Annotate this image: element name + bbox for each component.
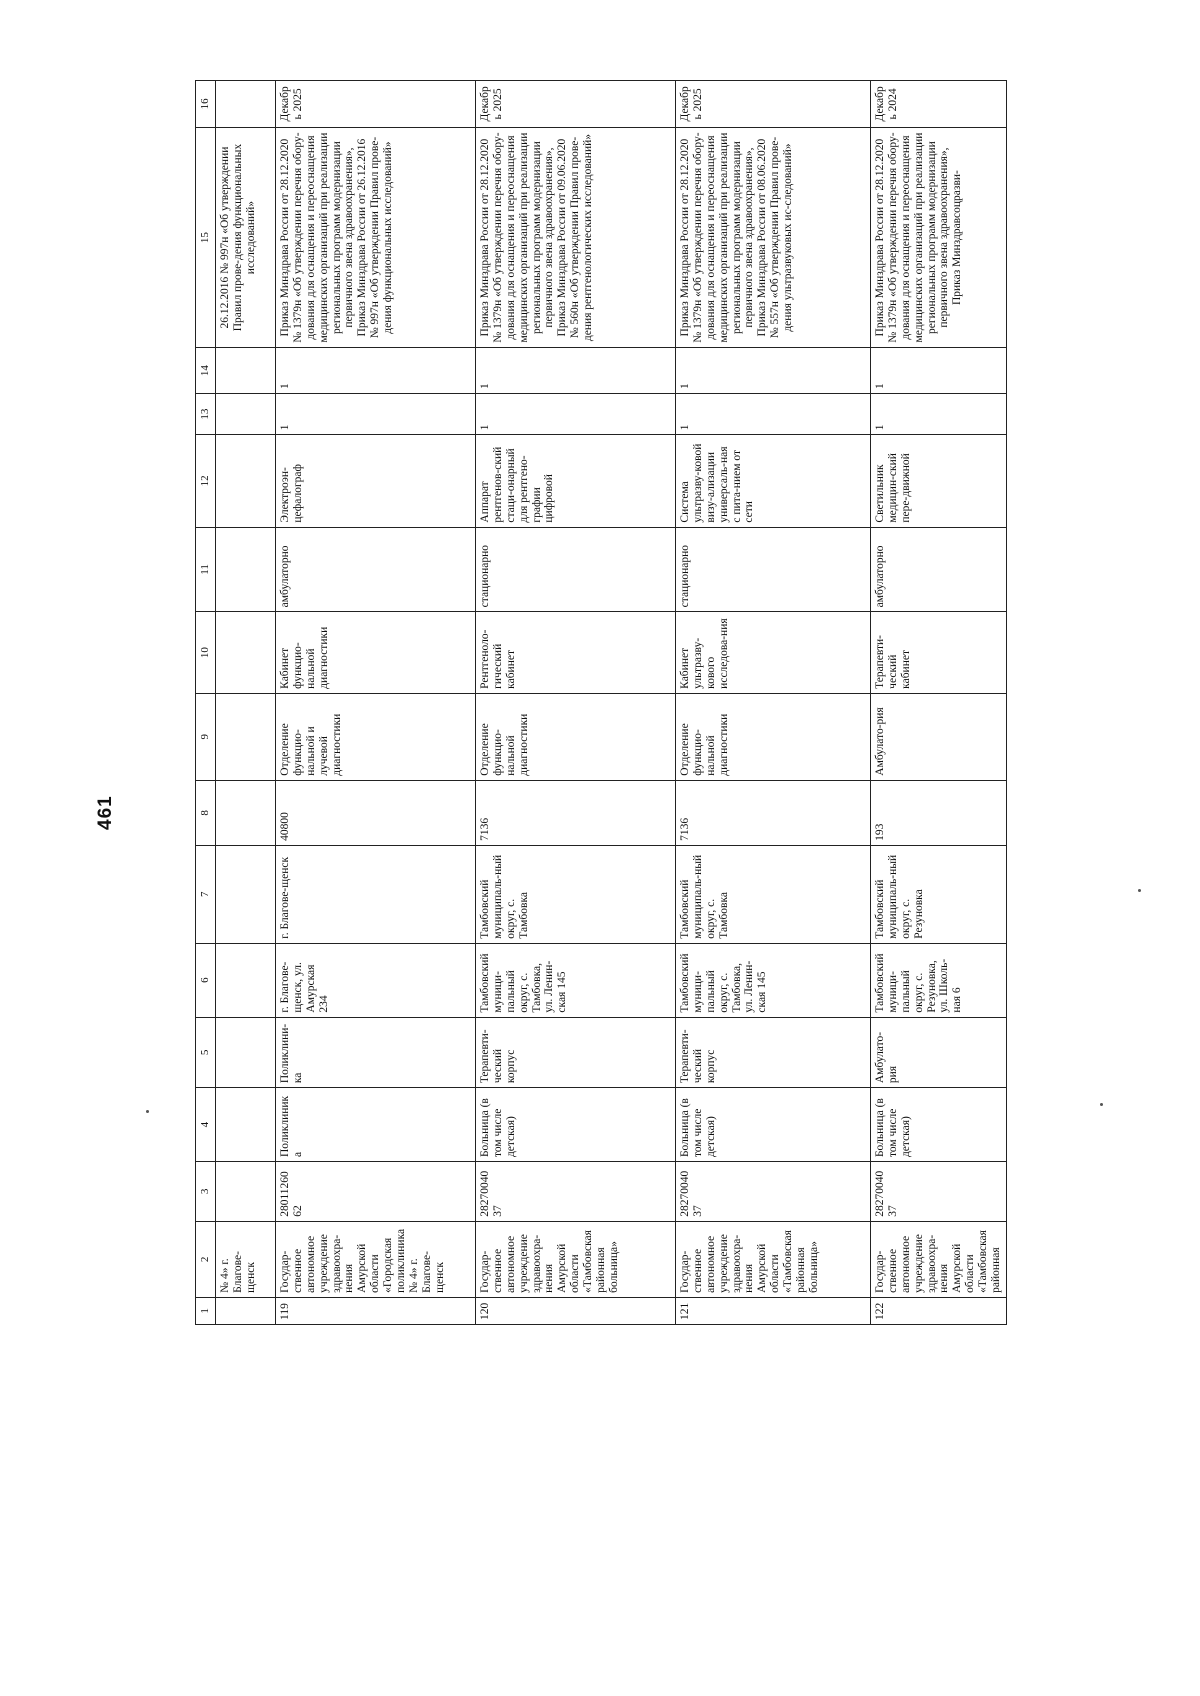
col-num: 1 xyxy=(196,1297,216,1324)
cell-inn: 2801126062 xyxy=(276,1162,476,1222)
empty-cell xyxy=(216,943,276,1017)
cell-deadline xyxy=(216,81,276,128)
cell-inn: 2827004037 xyxy=(476,1162,676,1222)
cell-num: 119 xyxy=(276,1297,476,1324)
cell-department: Отделение функцио-нальной и лучевой диагностики xyxy=(276,693,476,780)
continuation-row xyxy=(216,81,276,1325)
cell-locality: Тамбовский муниципаль-ный округ, с. Тамбовка xyxy=(676,845,871,943)
col-num: 4 xyxy=(196,1088,216,1162)
table-row xyxy=(871,81,1007,1325)
col-num: 11 xyxy=(196,527,216,612)
empty-cell xyxy=(216,348,276,394)
cell-equipment: Система ультразву-ковой визу-ализации универсаль-ная с пита-нием от сети xyxy=(676,435,871,527)
cell-legal-basis: Приказ Минздрава России от 28.12.2020 № 1379н «Об утверждении перечня обору-дования для оснащения и переоснащения медицинских организаций при реализации региональных программ модернизации первичного звена здравоохранения», Приказ Минздрава России от 08.06.2020 № 557н «Об утверждении Правил прове-дения ультразвуковых ис-следований» xyxy=(676,127,871,348)
cell-building: Поликлини-ка xyxy=(276,1017,476,1088)
empty-cell xyxy=(216,693,276,780)
cell-organization: Государ-ственное автономное учреждение здравоохра-нения Амурской области «Тамбовская районная больница» xyxy=(476,1221,676,1297)
cell-department: Отделение функцио-нальной диагностики xyxy=(676,693,871,780)
empty-cell xyxy=(216,845,276,943)
col-num: 14 xyxy=(196,348,216,394)
rotated-registry-sheet xyxy=(195,80,1002,1325)
cell-department: Отделение функцио-нальной диагностики xyxy=(476,693,676,780)
cell-room: Кабинет функцио-нальной диагностики xyxy=(276,612,476,693)
cell-address: Тамбовский муници-пальный округ, с. Тамбовка, ул. Ленин-ская 145 xyxy=(476,943,676,1017)
cell-room: Кабинет ультразву-кового исследова-ния xyxy=(676,612,871,693)
cell-qty-required: 1 xyxy=(676,393,871,434)
page-number: 461 xyxy=(95,795,116,830)
cell-organization: Государ-ственное автономное учреждение здравоохра-нения Амурской области «Городская поликлиника № 4» г. Благове-щенск xyxy=(276,1221,476,1297)
cell-type: Больница (в том числе детская) xyxy=(676,1088,871,1162)
cell-department: Амбулато-рия xyxy=(871,693,1007,780)
cell-population: 7136 xyxy=(476,780,676,845)
cell-care-form: амбулаторно xyxy=(871,527,1007,612)
cell-address: Тамбовский муници-пальный округ, с. Резуновка, ул. Школь-ная 6 xyxy=(871,943,1007,1017)
cell-type: Больница (в том числе детская) xyxy=(871,1088,1007,1162)
col-num: 2 xyxy=(196,1221,216,1297)
cell-address: Тамбовский муници-пальный округ, с. Тамбовка, ул. Ленин-ская 145 xyxy=(676,943,871,1017)
col-num: 8 xyxy=(196,780,216,845)
cell-deadline: Декабрь 2025 xyxy=(476,81,676,128)
col-num: 10 xyxy=(196,612,216,693)
cell-care-form: стационарно xyxy=(676,527,871,612)
col-num: 16 xyxy=(196,81,216,128)
cell-organization: Государ-ственное автономное учреждение здравоохра-нения Амурской области «Тамбовская районная xyxy=(871,1221,1007,1297)
cell-deadline: Декабрь 2025 xyxy=(276,81,476,128)
scan-speck xyxy=(1138,889,1141,892)
col-num: 9 xyxy=(196,693,216,780)
cell-qty-required: 1 xyxy=(276,393,476,434)
cell-qty-required: 1 xyxy=(476,393,676,434)
cell-num: 121 xyxy=(676,1297,871,1324)
cell-room: Терапевти-ческий кабинет xyxy=(871,612,1007,693)
table-row xyxy=(276,81,476,1325)
cell-care-form: амбулаторно xyxy=(276,527,476,612)
cell-qty-planned: 1 xyxy=(871,348,1007,394)
cell-locality: Тамбовский муниципаль-ный округ, с. Тамбовка xyxy=(476,845,676,943)
registry-table xyxy=(195,80,1007,1325)
scan-speck xyxy=(1100,1103,1103,1106)
cell-address: г. Благове-щенск, ул. Амурская 234 xyxy=(276,943,476,1017)
cell-type: Больница (в том числе детская) xyxy=(476,1088,676,1162)
cell-equipment: Аппарат рентгенов-ский стаци-онарный для рентгено-графии цифровой xyxy=(476,435,676,527)
cell-legal-basis: Приказ Минздрава России от 28.12.2020 № 1379н «Об утверждении перечня обору-дования для оснащения и переоснащения медицинских организаций при реализации региональных программ модернизации первичного звена здравоохранения», Приказ Минздравсоцразви- xyxy=(871,127,1007,348)
col-num: 15 xyxy=(196,127,216,348)
cell-qty-required: 1 xyxy=(871,393,1007,434)
cell-locality: г. Благове-щенск xyxy=(276,845,476,943)
empty-cell xyxy=(216,1017,276,1088)
cell-organization: № 4» г. Благове-щенск xyxy=(216,1221,276,1297)
cell-building: Амбулато-рия xyxy=(871,1017,1007,1088)
cell-legal-basis: Приказ Минздрава России от 28.12.2020 № 1379н «Об утверждении перечня обору-дования для оснащения и переоснащения медицинских организаций при реализации региональных программ модернизации первичного звена здравоохранения», Приказ Минздрава России от 09.06.2020 № 560н «Об утверждении Правил прове-дения рентгенологических исследований» xyxy=(476,127,676,348)
cell-building: Терапевти-ческий корпус xyxy=(476,1017,676,1088)
cell-qty-planned: 1 xyxy=(476,348,676,394)
col-num: 13 xyxy=(196,393,216,434)
cell-qty-planned: 1 xyxy=(276,348,476,394)
cell-inn: 2827004037 xyxy=(871,1162,1007,1222)
cell-legal-basis: 26.12.2016 № 997н «Об утверждении Правил прове-дения функциональных исследований» xyxy=(216,127,276,348)
empty-cell xyxy=(216,780,276,845)
cell-num xyxy=(216,1297,276,1324)
cell-locality: Тамбовский муниципаль-ный округ, с. Резуновка xyxy=(871,845,1007,943)
cell-legal-basis: Приказ Минздрава России от 28.12.2020 № 1379н «Об утверждении перечня обору-дования для оснащения и переоснащения медицинских организаций при реализации региональных программ модернизации первичного звена здравоохранения», Приказ Минздрава России от 26.12.2016 № 997н «Об утверждении Правил прове-дения функциональных исследований» xyxy=(276,127,476,348)
scan-speck xyxy=(146,1110,149,1113)
cell-type: Поликлиника xyxy=(276,1088,476,1162)
cell-organization: Государ-ственное автономное учреждение здравоохра-нения Амурской области «Тамбовская районная больница» xyxy=(676,1221,871,1297)
empty-cell xyxy=(216,1162,276,1222)
col-num: 3 xyxy=(196,1162,216,1222)
empty-cell xyxy=(216,435,276,527)
cell-care-form: стационарно xyxy=(476,527,676,612)
cell-num: 122 xyxy=(871,1297,1007,1324)
cell-population: 7136 xyxy=(676,780,871,845)
cell-equipment: Светильник медицин-ский пере-движной xyxy=(871,435,1007,527)
cell-qty-planned: 1 xyxy=(676,348,871,394)
table-row xyxy=(676,81,871,1325)
cell-population: 193 xyxy=(871,780,1007,845)
cell-room: Рентгеноло-гический кабинет xyxy=(476,612,676,693)
col-num: 12 xyxy=(196,435,216,527)
empty-cell xyxy=(216,527,276,612)
column-number-row xyxy=(196,81,216,1325)
cell-equipment: Электроэн-цефалограф xyxy=(276,435,476,527)
empty-cell xyxy=(216,393,276,434)
col-num: 7 xyxy=(196,845,216,943)
cell-population: 40800 xyxy=(276,780,476,845)
cell-deadline: Декабрь 2024 xyxy=(871,81,1007,128)
col-num: 6 xyxy=(196,943,216,1017)
empty-cell xyxy=(216,1088,276,1162)
cell-building: Терапевти-ческий корпус xyxy=(676,1017,871,1088)
col-num: 5 xyxy=(196,1017,216,1088)
cell-deadline: Декабрь 2025 xyxy=(676,81,871,128)
empty-cell xyxy=(216,612,276,693)
cell-num: 120 xyxy=(476,1297,676,1324)
table-row xyxy=(476,81,676,1325)
cell-inn: 2827004037 xyxy=(676,1162,871,1222)
